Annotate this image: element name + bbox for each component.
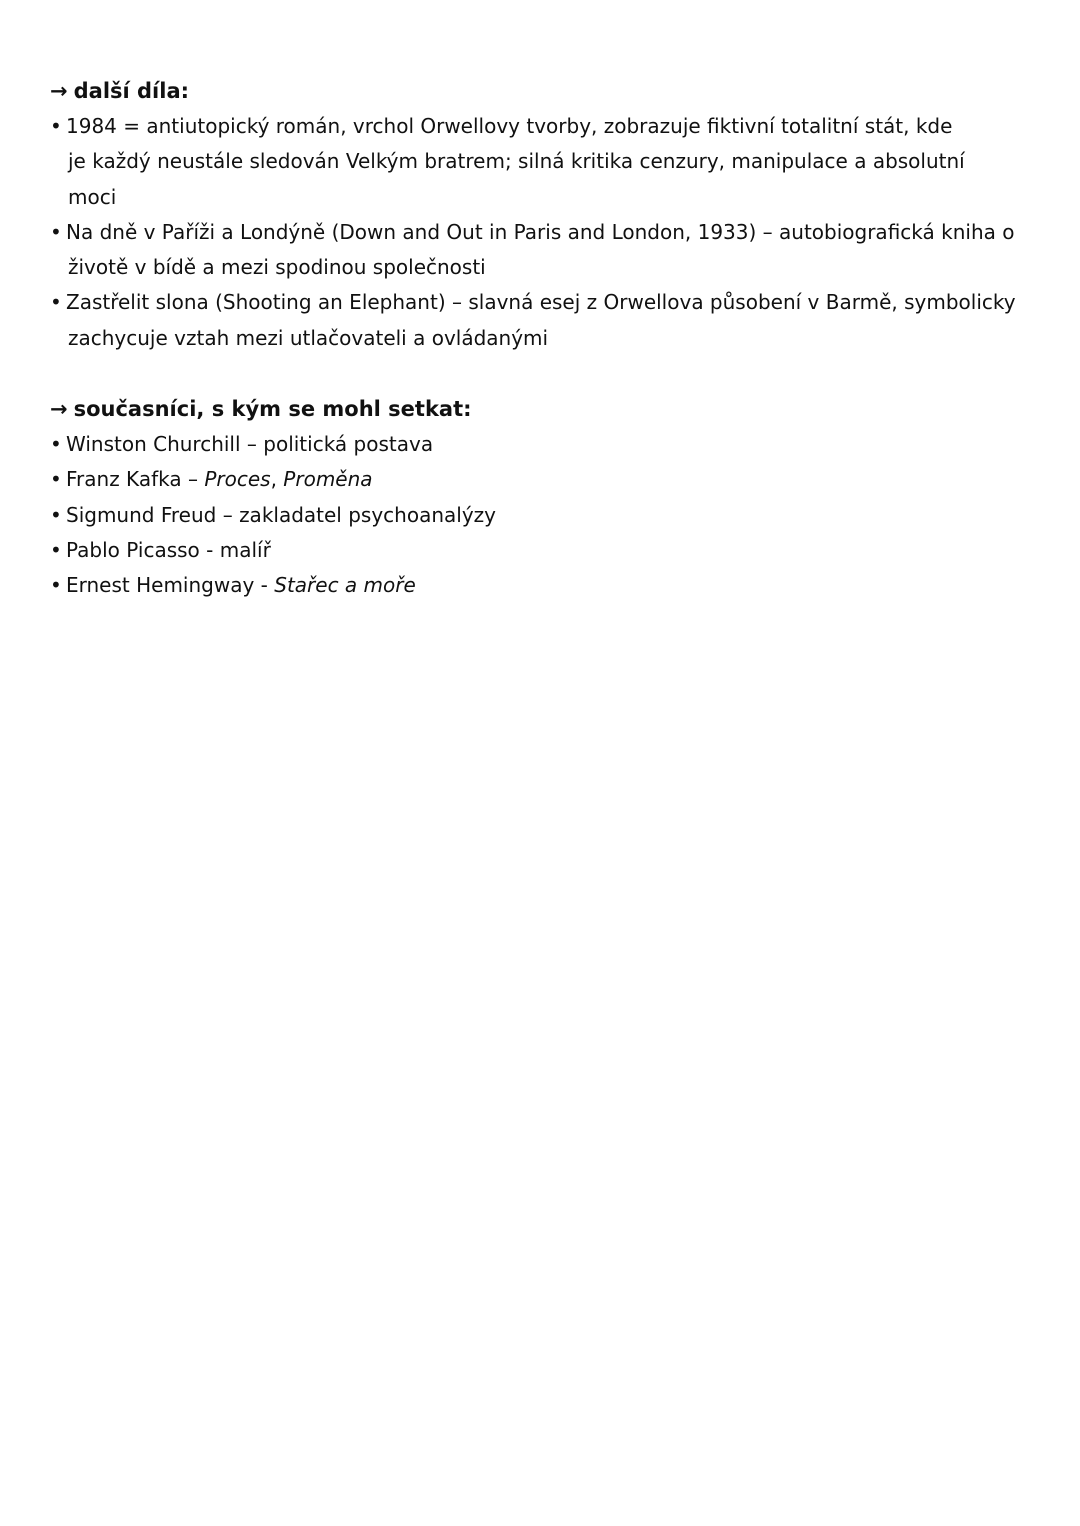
bullet-icon: • — [50, 432, 62, 457]
works-list — [50, 109, 1040, 356]
contemporaries-list — [50, 427, 1040, 603]
list-item-line: je každý neustále sledován Velkým bratrem; silná kritika cenzury, manipulace a absolutní — [68, 149, 965, 174]
list-item — [50, 109, 1040, 215]
bullet-icon: • — [50, 290, 62, 315]
separator: , — [270, 467, 284, 492]
list-item-line — [66, 427, 1040, 462]
bullet-icon: • — [50, 502, 62, 527]
person-name: Ernest Hemingway — [66, 573, 255, 598]
bullet-icon: • — [50, 537, 62, 562]
list-item — [50, 427, 1040, 462]
person-name: Pablo Picasso — [66, 537, 200, 562]
contemporaries-heading — [50, 392, 1040, 427]
works-heading — [50, 74, 1040, 109]
separator: - — [254, 573, 275, 598]
separator: – — [240, 432, 264, 457]
list-item — [50, 498, 1040, 533]
bullet-icon: • — [50, 467, 62, 492]
list-item-line: zachycuje vztah mezi utlačovateli a ovládanými — [68, 325, 549, 350]
work-title: Proměna — [283, 467, 373, 492]
bullet-icon: • — [50, 114, 62, 138]
person-name: Sigmund Freud — [66, 502, 217, 527]
separator: - — [199, 537, 220, 562]
separator: – — [181, 467, 205, 492]
arrow-icon: → — [50, 397, 68, 422]
bullet-icon: • — [50, 573, 62, 598]
work-title: Stařec a moře — [274, 573, 416, 598]
list-item-line: životě v bídě a mezi spodinou společnosti — [68, 255, 486, 280]
list-item-line: moci — [68, 184, 117, 209]
section-spacer — [50, 356, 1040, 392]
person-description: malíř — [219, 537, 271, 562]
list-item-line — [66, 498, 1040, 533]
list-item-line — [66, 568, 1040, 603]
list-item-line: Na dně v Paříži a Londýně (Down and Out in Paris and London, 1933) – autobiografická kniha o — [66, 219, 1015, 244]
work-title: Proces — [204, 467, 271, 492]
person-description: zakladatel psychoanalýzy — [239, 502, 496, 527]
arrow-icon: → — [50, 79, 68, 103]
document-page — [50, 74, 1040, 604]
contemporaries-heading-text: současníci, s kým se mohl setkat: — [73, 397, 472, 422]
list-item — [50, 462, 1040, 497]
person-name: Franz Kafka — [66, 467, 182, 492]
works-heading-text: další díla: — [73, 79, 190, 103]
bullet-icon: • — [50, 219, 62, 244]
list-item — [50, 568, 1040, 603]
separator: – — [216, 502, 240, 527]
list-item-line — [66, 533, 1040, 568]
person-description: politická postava — [263, 432, 434, 457]
list-item-line — [66, 462, 1040, 497]
list-item-line: Zastřelit slona (Shooting an Elephant) – slavná esej z Orwellova působení v Barmě, symbolicky — [66, 290, 1016, 315]
list-item — [50, 215, 1040, 286]
list-item — [50, 285, 1040, 356]
list-item-line: 1984 = antiutopický román, vrchol Orwellovy tvorby, zobrazuje fiktivní totalitní stát, kde — [66, 114, 953, 138]
person-name: Winston Churchill — [66, 432, 241, 457]
list-item — [50, 533, 1040, 568]
